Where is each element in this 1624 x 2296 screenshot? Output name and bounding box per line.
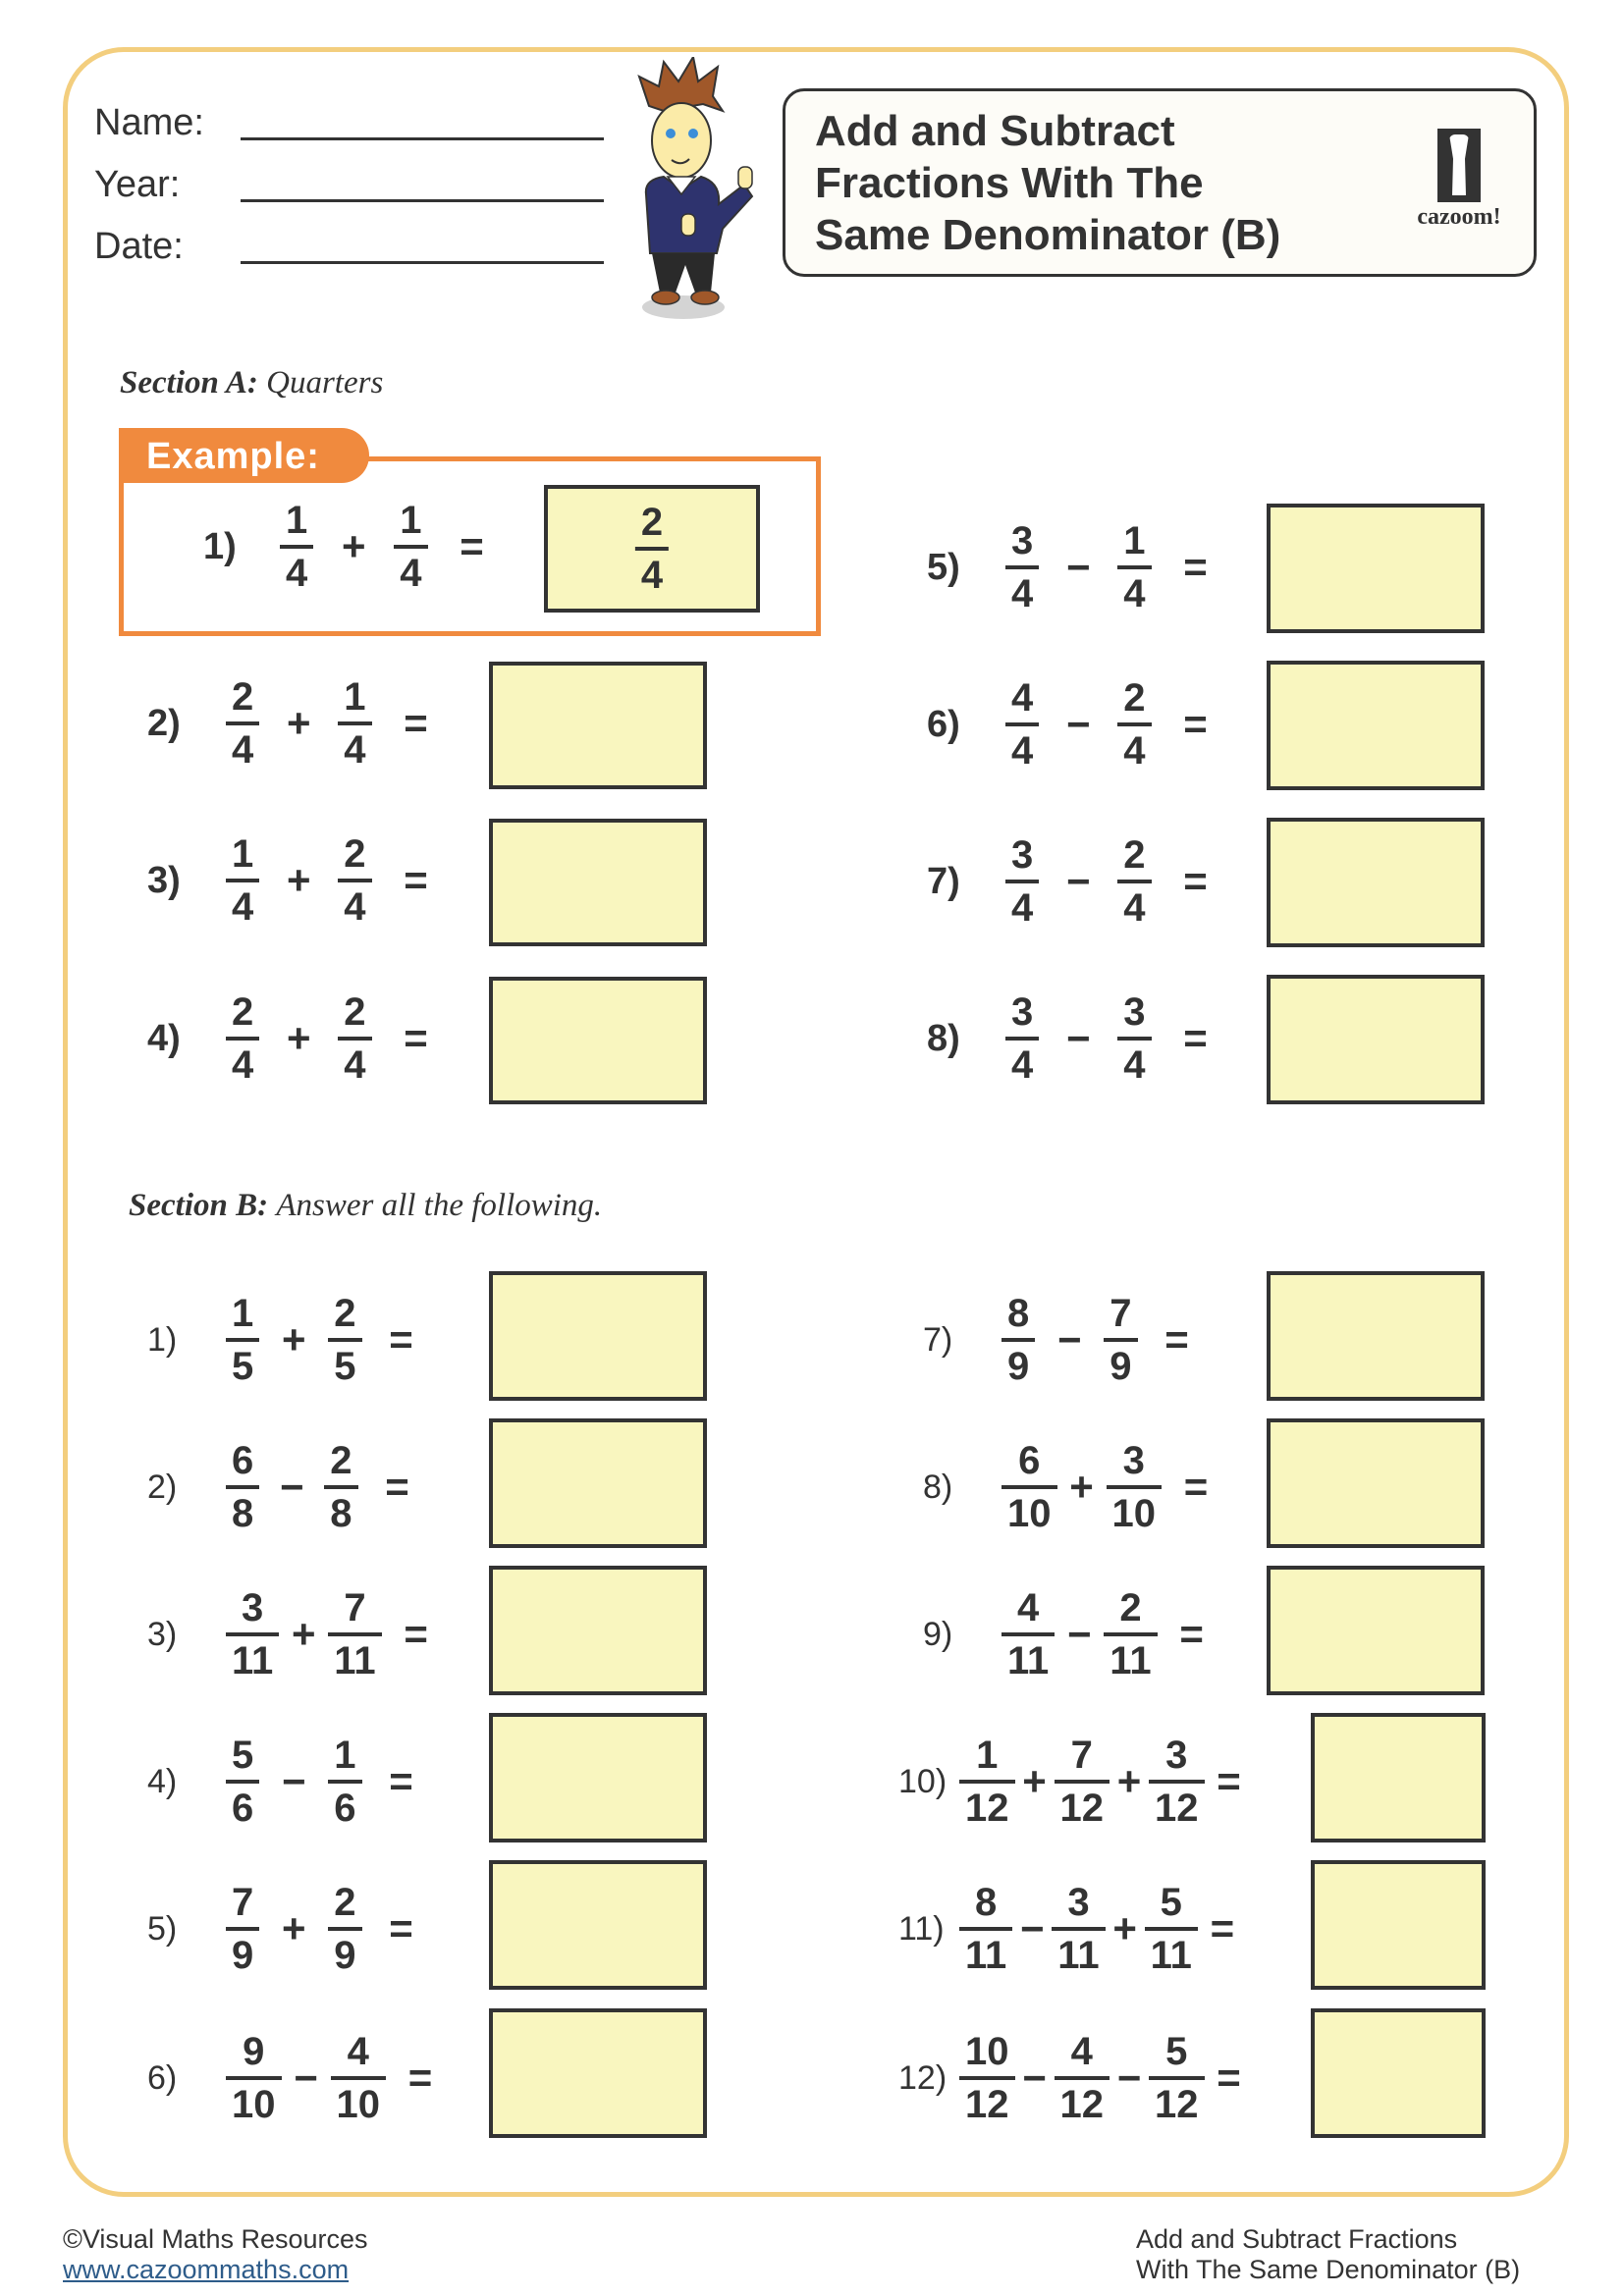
example-tab: Example: [119, 428, 369, 483]
question-number: 3) [147, 859, 181, 901]
question-b4 [147, 1718, 441, 1845]
operator: + [281, 1905, 306, 1951]
title-line-1: Add and Subtract [815, 107, 1175, 155]
fraction-a: $\frac{2}{4}$ [226, 674, 259, 773]
question-number: 2) [147, 702, 181, 744]
answer-box-b1[interactable] [489, 1271, 707, 1401]
question-a5 [927, 504, 1240, 631]
drum-icon [1437, 129, 1481, 202]
fraction-b: $\frac{7}{9}$ [1104, 1291, 1137, 1389]
fraction-b: $\frac{1}{6}$ [328, 1733, 361, 1831]
fraction-a: $\frac{1}{12}$ [959, 1733, 1015, 1831]
section-b-title [129, 1188, 602, 1224]
answer-box-b9[interactable] [1267, 1566, 1485, 1695]
equals-sign: = [389, 1758, 413, 1804]
footer-title-line-1: Add and Subtract Fractions [1136, 2224, 1458, 2254]
equals-sign: = [1183, 701, 1208, 747]
operator: + [1069, 1464, 1094, 1510]
question-number: 8) [923, 1468, 953, 1506]
question-number: 3) [147, 1615, 178, 1653]
fraction-c: $\frac{5}{12}$ [1149, 2029, 1205, 2127]
fraction-a: $\frac{8}{9}$ [1001, 1291, 1035, 1389]
answer-box-b7[interactable] [1267, 1271, 1485, 1401]
worksheet-title [815, 105, 1365, 261]
question-a6 [927, 661, 1240, 788]
operator: − [1065, 701, 1091, 747]
equals-sign: = [1217, 2055, 1241, 2101]
question-b10 [898, 1718, 1254, 1845]
equals-sign: = [1183, 858, 1208, 904]
fraction-b: $\frac{2}{4}$ [1117, 675, 1151, 774]
equals-sign: = [385, 1464, 409, 1510]
operator-2: + [1116, 1758, 1142, 1804]
question-number: 5) [927, 546, 960, 588]
section-b-subtitle: Answer all the following. [276, 1188, 603, 1223]
question-a7 [927, 818, 1240, 945]
question-number: 2) [147, 1468, 178, 1506]
question-a4 [147, 975, 460, 1102]
fraction-b: $\frac{2}{8}$ [324, 1438, 357, 1536]
equals-sign: = [1164, 1316, 1189, 1362]
question-b11 [898, 1865, 1247, 1993]
website-link[interactable]: www.cazoommaths.com [63, 2255, 350, 2284]
example-answer-box [544, 485, 760, 613]
question-number: 6) [147, 2058, 178, 2097]
answer-box-b10[interactable] [1311, 1713, 1486, 1842]
name-label: Name: [94, 102, 204, 143]
example-answer: 2 4 [635, 500, 669, 598]
operator: − [279, 1464, 304, 1510]
equals-sign: = [1183, 544, 1208, 590]
answer-box-b2[interactable] [489, 1418, 707, 1548]
fraction-b: $\frac{3}{11}$ [1052, 1880, 1105, 1978]
footer-left [63, 2224, 368, 2285]
answer-box-a3[interactable] [489, 819, 707, 946]
fraction-b: $\frac{2}{9}$ [328, 1880, 361, 1978]
fraction-b: $\frac{3}{4}$ [1117, 989, 1151, 1088]
logo-text: cazoom! [1417, 204, 1501, 230]
operator: − [281, 1758, 306, 1804]
equals-sign: = [389, 1905, 413, 1951]
equals-sign: = [404, 700, 428, 746]
section-a-label: Section A: [120, 365, 258, 400]
answer-box-a6[interactable] [1267, 661, 1485, 790]
operator: − [1065, 1015, 1091, 1061]
fraction-b: $\frac{4}{10}$ [331, 2029, 387, 2127]
fraction-a: $\frac{3}{4}$ [1005, 518, 1039, 616]
fraction-a: $\frac{8}{11}$ [959, 1880, 1012, 1978]
operator: + [292, 1611, 316, 1657]
answer-box-b11[interactable] [1311, 1860, 1486, 1990]
operator: + [1022, 1758, 1047, 1804]
equals-sign: = [1183, 1464, 1209, 1510]
question-number: 4) [147, 1762, 178, 1800]
fraction-a: $\frac{5}{6}$ [226, 1733, 259, 1831]
question-b6 [147, 2014, 455, 2142]
fraction-a: $\frac{7}{9}$ [226, 1880, 259, 1978]
title-line-2: Fractions With The [815, 159, 1204, 207]
answer-box-a4[interactable] [489, 977, 707, 1104]
fraction-b: $\frac{3}{10}$ [1107, 1438, 1163, 1536]
fraction-b: $\frac{2}{4}$ [1117, 832, 1151, 931]
operator: − [1056, 1316, 1082, 1362]
operator-2: − [1116, 2055, 1142, 2101]
answer-box-b6[interactable] [489, 2008, 707, 2138]
question-number: 5) [147, 1909, 178, 1948]
operator: + [286, 700, 311, 746]
fraction-b: $\frac{2}{4}$ [338, 989, 371, 1088]
equals-sign: = [407, 2055, 433, 2101]
fraction-c: $\frac{3}{12}$ [1149, 1733, 1205, 1831]
operator-2: + [1112, 1905, 1137, 1951]
worksheet-title-box [783, 88, 1537, 277]
answer-box-b8[interactable] [1267, 1418, 1485, 1548]
fraction-b: $\frac{2}{4}$ [338, 831, 371, 930]
fraction-b: $\frac{1}{4}$ [394, 498, 427, 596]
fraction-b: $\frac{2}{5}$ [328, 1291, 361, 1389]
fraction-a: $\frac{1}{4}$ [226, 831, 259, 930]
cazoom-logo [1404, 129, 1514, 244]
answer-box-a2[interactable] [489, 662, 707, 789]
equals-sign: = [1183, 1015, 1208, 1061]
question-number: 9) [923, 1615, 953, 1653]
question-number: 7) [923, 1320, 953, 1359]
fraction-a: $\frac{1}{4}$ [280, 498, 313, 596]
date-label: Date: [94, 226, 184, 267]
question-a8 [927, 975, 1240, 1102]
footer-title-line-2: With The Same Denominator (B) [1136, 2255, 1521, 2284]
operator: − [1067, 1611, 1092, 1657]
fraction-a: $\frac{3}{4}$ [1005, 832, 1039, 931]
equals-sign: = [1210, 1905, 1235, 1951]
fraction-a: $\frac{4}{4}$ [1005, 675, 1039, 774]
question-number: 1) [203, 525, 237, 567]
operator: + [341, 523, 366, 569]
fraction-a: $\frac{2}{4}$ [226, 989, 259, 1088]
section-a-title [120, 365, 383, 401]
operator: − [1065, 544, 1091, 590]
copyright-text: ©Visual Maths Resources [63, 2224, 368, 2254]
question-b12 [898, 2014, 1254, 2142]
question-b2 [147, 1423, 437, 1551]
operator: − [1020, 1905, 1045, 1951]
name-field[interactable] [241, 137, 604, 140]
question-number: 6) [927, 703, 960, 745]
question-b8 [923, 1423, 1230, 1551]
year-label: Year: [94, 164, 181, 205]
fraction-a: $\frac{1}{5}$ [226, 1291, 259, 1389]
fraction-b: $\frac{1}{4}$ [338, 674, 371, 773]
mascot-boy-illustration [624, 57, 772, 324]
question-b7 [923, 1276, 1217, 1404]
year-field[interactable] [241, 199, 604, 202]
answer-box-a8[interactable] [1267, 975, 1485, 1104]
equals-sign: = [1217, 1758, 1241, 1804]
fraction-a: $\frac{4}{11}$ [1001, 1585, 1055, 1683]
operator: + [281, 1316, 306, 1362]
fraction-c: $\frac{5}{11}$ [1145, 1880, 1198, 1978]
equals-sign: = [389, 1316, 413, 1362]
answer-box-b3[interactable] [489, 1566, 707, 1695]
question-number: 1) [147, 1320, 178, 1359]
fraction-b: $\frac{7}{12}$ [1055, 1733, 1110, 1831]
example-question [203, 483, 516, 611]
operator: − [1065, 858, 1091, 904]
question-a2 [147, 660, 460, 787]
operator: + [286, 857, 311, 903]
answer-box-a7[interactable] [1267, 818, 1485, 947]
fraction-a: $\frac{3}{11}$ [226, 1585, 279, 1683]
equals-sign: = [404, 1015, 428, 1061]
question-b5 [147, 1865, 441, 1993]
question-number: 4) [147, 1017, 181, 1059]
answer-box-b5[interactable] [489, 1860, 707, 1990]
answer-box-a5[interactable] [1267, 504, 1485, 633]
fraction-b: $\frac{2}{11}$ [1104, 1585, 1157, 1683]
question-a3 [147, 817, 460, 944]
equals-sign: = [460, 523, 484, 569]
equals-sign: = [404, 1611, 428, 1657]
equals-sign: = [404, 857, 428, 903]
answer-box-b12[interactable] [1311, 2008, 1486, 2138]
operator: − [1022, 2055, 1047, 2101]
question-number: 8) [927, 1017, 960, 1059]
fraction-a: $\frac{6}{10}$ [1001, 1438, 1057, 1536]
section-b-label: Section B: [129, 1188, 269, 1223]
question-b9 [923, 1571, 1226, 1698]
fraction-a: $\frac{6}{8}$ [226, 1438, 259, 1536]
fraction-a: $\frac{9}{10}$ [226, 2029, 282, 2127]
question-b1 [147, 1276, 441, 1404]
question-number: 10) [898, 1762, 947, 1800]
fraction-b: $\frac{4}{12}$ [1055, 2029, 1110, 2127]
footer-right [1136, 2224, 1520, 2285]
question-number: 7) [927, 860, 960, 902]
operator: − [294, 2055, 318, 2101]
title-line-3: Same Denominator (B) [815, 211, 1281, 259]
fraction-b: $\frac{1}{4}$ [1117, 518, 1151, 616]
question-number: 11) [898, 1909, 945, 1948]
fraction-b: $\frac{7}{11}$ [328, 1585, 381, 1683]
section-a-subtitle: Quarters [266, 365, 384, 400]
fraction-a: $\frac{3}{4}$ [1005, 989, 1039, 1088]
date-field[interactable] [241, 261, 604, 264]
question-number: 12) [898, 2058, 947, 2097]
operator: + [286, 1015, 311, 1061]
question-b3 [147, 1571, 451, 1698]
fraction-a: $\frac{10}{12}$ [959, 2029, 1015, 2127]
equals-sign: = [1179, 1611, 1204, 1657]
answer-box-b4[interactable] [489, 1713, 707, 1842]
